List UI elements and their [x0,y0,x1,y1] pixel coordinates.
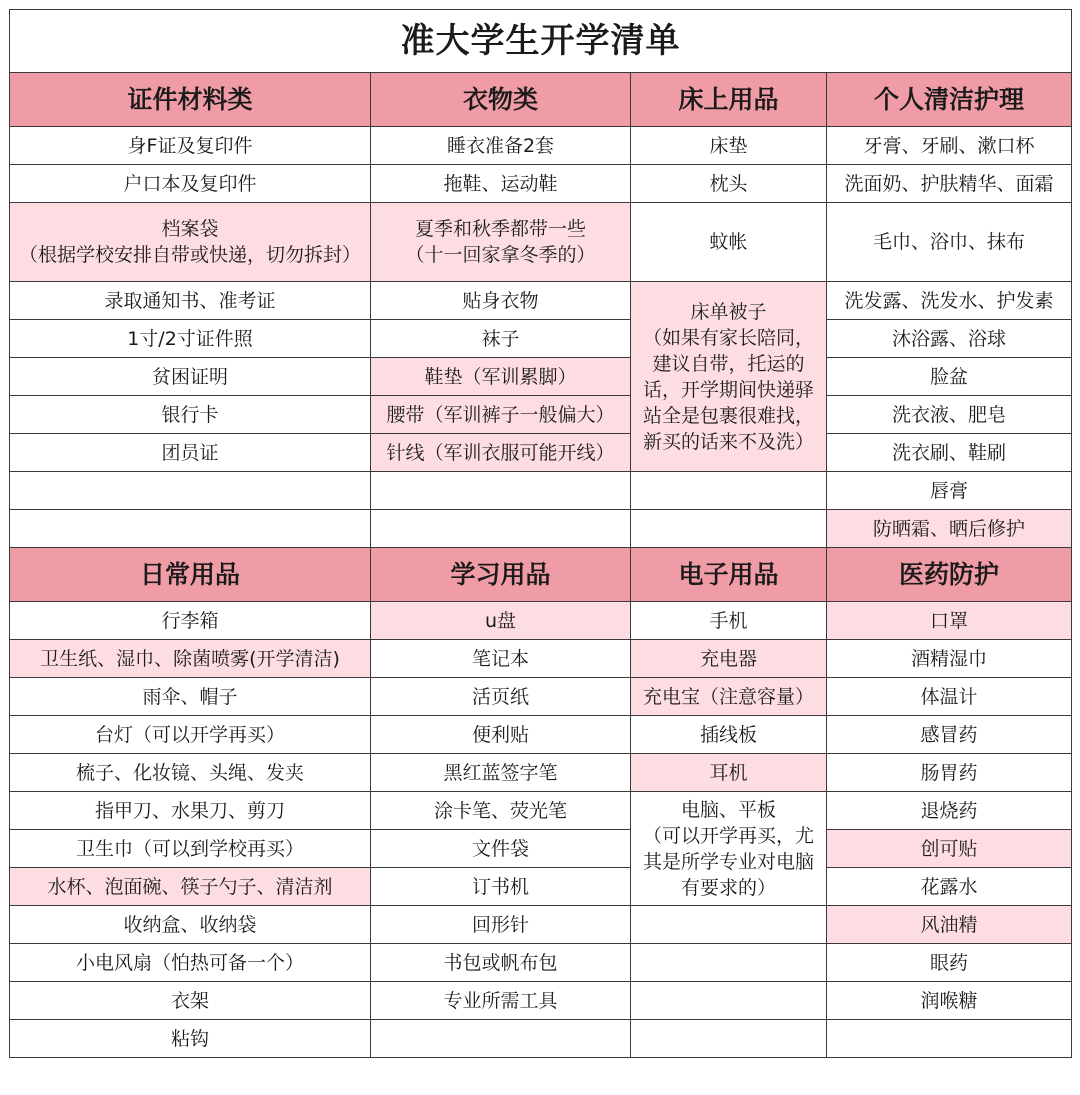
medical-item: 眼药 [827,944,1072,982]
personal-item: 洗发露、洗发水、护发素 [827,282,1072,320]
electronics-item: 充电器 [631,640,827,678]
personal-item: 毛巾、浴巾、抹布 [827,203,1072,282]
personal-item: 唇膏 [827,472,1072,510]
medical-item: 润喉糖 [827,982,1072,1020]
bedding-item: 床单被子 （如果有家长陪同，建议自带，托运的话，开学期间快递驿站全是包裹很难找，新买的话来不及洗） [631,282,827,472]
empty-cell [10,472,371,510]
daily-item: 梳子、化妆镜、头绳、发夹 [10,754,371,792]
medical-item: 感冒药 [827,716,1072,754]
personal-item: 防晒霜、晒后修护 [827,510,1072,548]
empty-cell [631,472,827,510]
study-item: 文件袋 [371,830,631,868]
personal-item: 脸盆 [827,358,1072,396]
docs-item: 1寸/2寸证件照 [10,320,371,358]
clothes-item: 腰带（军训裤子一般偏大） [371,396,631,434]
medical-item: 口罩 [827,602,1072,640]
medical-item: 体温计 [827,678,1072,716]
study-item: 专业所需工具 [371,982,631,1020]
docs-item: 录取通知书、准考证 [10,282,371,320]
daily-item: 粘钩 [10,1020,371,1058]
medical-item: 创可贴 [827,830,1072,868]
daily-item: 收纳盒、收纳袋 [10,906,371,944]
empty-cell [631,1020,827,1058]
bedding-item: 蚊帐 [631,203,827,282]
study-item: 涂卡笔、荧光笔 [371,792,631,830]
header-docs: 证件材料类 [10,73,371,127]
header-electronics: 电子用品 [631,548,827,602]
study-item: 便利贴 [371,716,631,754]
empty-cell [371,472,631,510]
daily-item: 卫生纸、湿巾、除菌喷雾(开学清洁) [10,640,371,678]
electronics-item: 插线板 [631,716,827,754]
docs-item: 团员证 [10,434,371,472]
empty-cell [631,906,827,944]
study-item: 黑红蓝签字笔 [371,754,631,792]
electronics-item: 手机 [631,602,827,640]
medical-item: 肠胃药 [827,754,1072,792]
daily-item: 台灯（可以开学再买） [10,716,371,754]
medical-item: 花露水 [827,868,1072,906]
clothes-item: 袜子 [371,320,631,358]
personal-item: 洗衣刷、鞋刷 [827,434,1072,472]
daily-item: 小电风扇（怕热可备一个） [10,944,371,982]
bedding-item: 床垫 [631,127,827,165]
clothes-item: 鞋垫（军训累脚） [371,358,631,396]
daily-item: 水杯、泡面碗、筷子勺子、清洁剂 [10,868,371,906]
personal-item: 牙膏、牙刷、漱口杯 [827,127,1072,165]
docs-item: 档案袋 （根据学校安排自带或快递，切勿拆封） [10,203,371,282]
empty-cell [631,944,827,982]
daily-item: 衣架 [10,982,371,1020]
checklist-sheet [9,9,1071,1058]
header-bedding: 床上用品 [631,73,827,127]
study-item: 笔记本 [371,640,631,678]
study-item: 活页纸 [371,678,631,716]
personal-item: 洗衣液、肥皂 [827,396,1072,434]
medical-item: 退烧药 [827,792,1072,830]
study-item: 书包或帆布包 [371,944,631,982]
study-item: 回形针 [371,906,631,944]
empty-cell [371,1020,631,1058]
clothes-item: 针线（军训衣服可能开线） [371,434,631,472]
study-item: u盘 [371,602,631,640]
page-title: 准大学生开学清单 [10,10,1072,73]
header-daily: 日常用品 [10,548,371,602]
personal-item: 洗面奶、护肤精华、面霜 [827,165,1072,203]
docs-item: 身F证及复印件 [10,127,371,165]
daily-item: 卫生巾（可以到学校再买） [10,830,371,868]
clothes-item: 睡衣准备2套 [371,127,631,165]
daily-item: 雨伞、帽子 [10,678,371,716]
clothes-item: 拖鞋、运动鞋 [371,165,631,203]
empty-cell [827,1020,1072,1058]
empty-cell [631,510,827,548]
medical-item: 酒精湿巾 [827,640,1072,678]
docs-item: 贫困证明 [10,358,371,396]
daily-item: 行李箱 [10,602,371,640]
header-personal: 个人清洁护理 [827,73,1072,127]
clothes-item: 贴身衣物 [371,282,631,320]
docs-item: 户口本及复印件 [10,165,371,203]
header-study: 学习用品 [371,548,631,602]
header-clothes: 衣物类 [371,73,631,127]
study-item: 订书机 [371,868,631,906]
empty-cell [371,510,631,548]
electronics-item: 电脑、平板 （可以开学再买，尤其是所学专业对电脑有要求的） [631,792,827,906]
clothes-item: 夏季和秋季都带一些 （十一回家拿冬季的） [371,203,631,282]
header-medical: 医药防护 [827,548,1072,602]
empty-cell [10,510,371,548]
personal-item: 沐浴露、浴球 [827,320,1072,358]
electronics-item: 耳机 [631,754,827,792]
bedding-item: 枕头 [631,165,827,203]
medical-item: 风油精 [827,906,1072,944]
checklist-table [9,9,1072,1058]
daily-item: 指甲刀、水果刀、剪刀 [10,792,371,830]
empty-cell [631,982,827,1020]
electronics-item: 充电宝（注意容量） [631,678,827,716]
docs-item: 银行卡 [10,396,371,434]
